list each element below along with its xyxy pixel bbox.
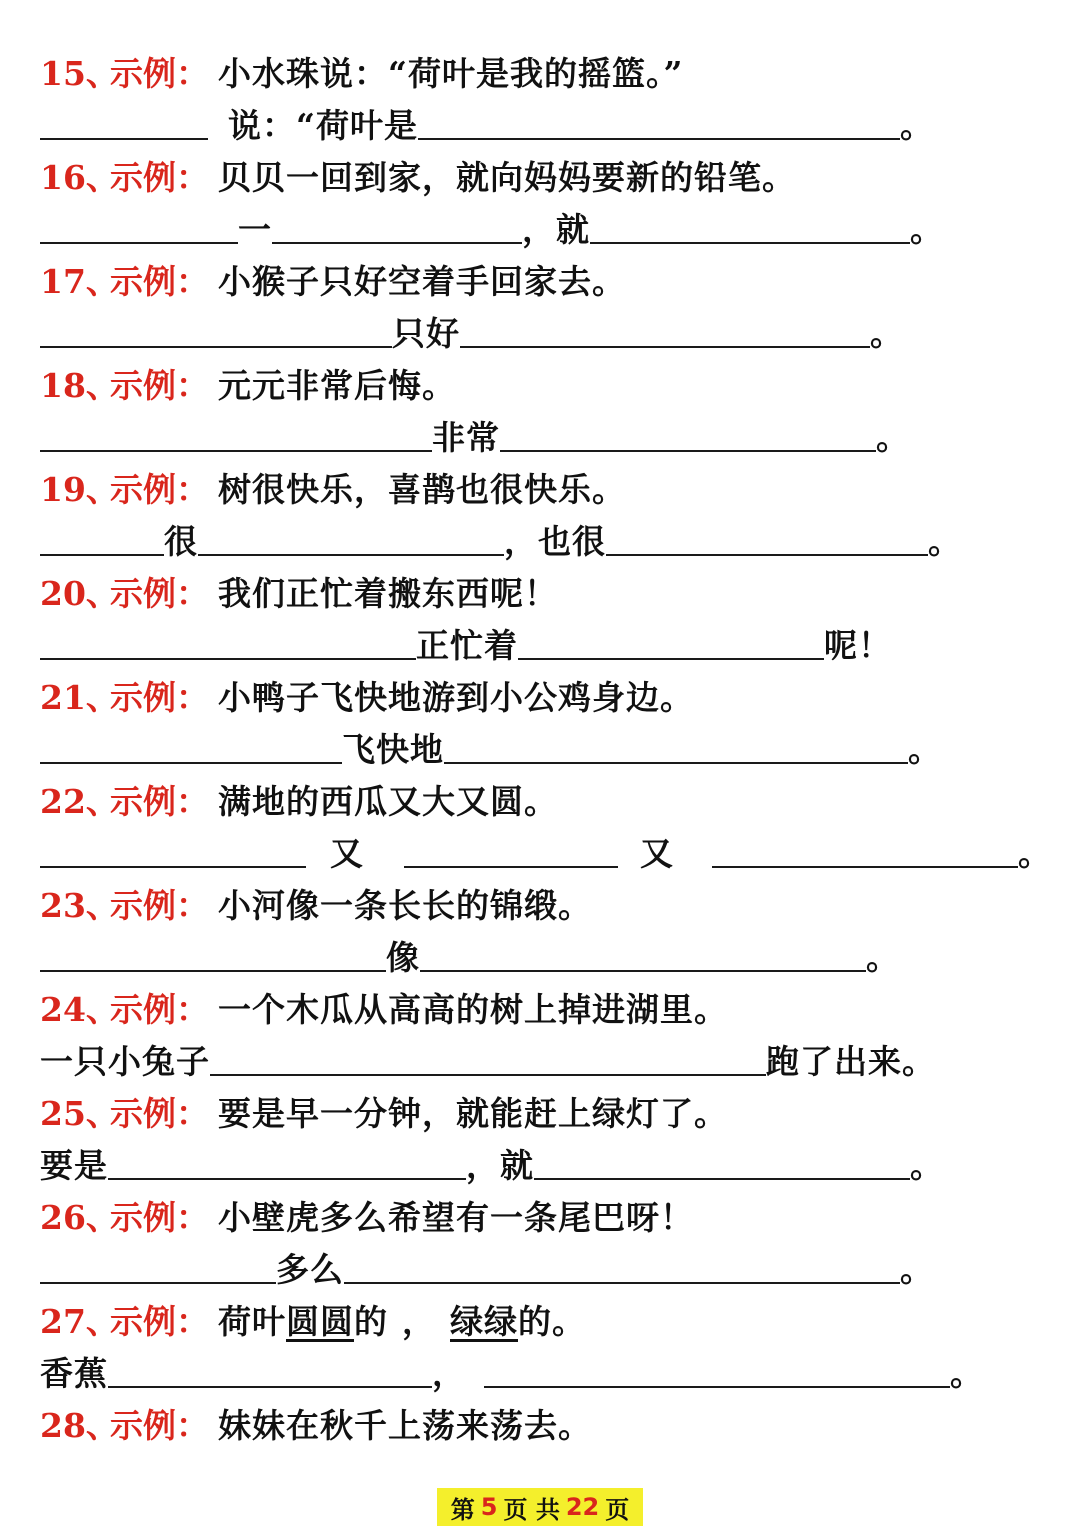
answer-blank[interactable] [460,338,870,348]
underlined-word: 圆圆 [286,1302,354,1341]
prompt-word: 香蕉 [40,1354,108,1393]
end-punct: 呢！ [824,626,892,665]
footer-prefix: 第 [450,1495,475,1524]
sentence-part: 的 [354,1302,388,1341]
sentence-part: 荷叶 [218,1302,286,1341]
example-sentence: 小鸭子飞快地游到小公鸡身边。 [218,678,694,717]
example-sentence [218,1302,586,1342]
item-number: 28、 [40,1406,119,1445]
item-26-answer-line [0,1238,1080,1290]
prompt-word: 又 [330,834,364,873]
item-27-example [0,1290,1080,1342]
end-punct: 。 [1018,834,1051,873]
item-number: 15、 [40,54,119,93]
sentence-part: ， [402,1302,436,1341]
example-sentence: 小水珠说：“荷叶是我的摇篮。” [218,54,684,93]
item-18-answer-line [0,406,1080,458]
example-label: 示例： [110,1198,209,1237]
prompt-word: 跑了出来。 [766,1042,936,1081]
item-24-example [0,978,1080,1030]
answer-blank[interactable] [444,754,908,764]
answer-blank[interactable] [40,130,208,140]
answer-blank[interactable] [606,546,928,556]
example-sentence: 贝贝一回到家，就向妈妈要新的铅笔。 [218,158,796,197]
answer-blank[interactable] [40,650,416,660]
item-22-example [0,770,1080,822]
example-label: 示例： [110,366,209,405]
end-punct: 。 [900,1250,933,1289]
example-sentence: 树很快乐，喜鹊也很快乐。 [218,470,626,509]
example-label: 示例： [110,1406,209,1445]
answer-blank[interactable] [420,962,866,972]
prompt-word: 很 [164,522,198,561]
total-page-count: 22 [565,1493,600,1521]
sentence-part: 的。 [518,1302,586,1341]
answer-blank[interactable] [40,858,306,868]
answer-blank[interactable] [344,1274,900,1284]
item-15-answer-line [0,94,1080,146]
end-punct: 。 [928,522,961,561]
prompt-word: 说：“荷叶是 [228,106,418,145]
example-label: 示例： [110,886,209,925]
item-26-example [0,1186,1080,1238]
item-21-answer-line [0,718,1080,770]
example-label: 示例： [110,1094,209,1133]
prompt-word: 正忙着 [416,626,518,665]
item-16-example [0,146,1080,198]
prompt-word: 一只小兔子 [40,1042,210,1081]
answer-blank[interactable] [590,234,910,244]
item-number: 25、 [40,1094,119,1133]
current-page-number: 5 [480,1493,498,1521]
answer-blank[interactable] [500,442,876,452]
item-number: 27、 [40,1302,119,1341]
item-23-answer-line [0,926,1080,978]
item-number: 16、 [40,158,119,197]
example-sentence: 小壁虎多么希望有一条尾巴呀！ [218,1198,694,1237]
answer-blank[interactable] [418,130,900,140]
item-number: 23、 [40,886,119,925]
example-sentence: 一个木瓜从高高的树上掉进湖里。 [218,990,728,1029]
item-20-answer-line [0,614,1080,666]
item-number: 18、 [40,366,119,405]
example-label: 示例： [110,158,209,197]
example-sentence: 要是早一分钟，就能赶上绿灯了。 [218,1094,728,1133]
prompt-word: 飞快地 [342,730,444,769]
item-25-answer-line [0,1134,1080,1186]
end-punct: 。 [910,1146,943,1185]
end-punct: 。 [950,1354,983,1393]
item-18-example [0,354,1080,406]
example-label: 示例： [110,262,209,301]
end-punct: 。 [910,210,943,249]
item-number: 19、 [40,470,119,509]
end-punct: 。 [908,730,941,769]
item-22-answer-line [0,822,1080,874]
example-sentence: 我们正忙着搬东西呢！ [218,574,558,613]
end-punct: 。 [899,106,933,145]
example-sentence: 小河像一条长长的锦缎。 [218,886,592,925]
page-footer [437,1488,643,1526]
item-17-example [0,250,1080,302]
item-23-example [0,874,1080,926]
item-19-example [0,458,1080,510]
item-24-answer-line [0,1030,1080,1082]
item-20-example [0,562,1080,614]
answer-blank[interactable] [534,1170,910,1180]
answer-blank[interactable] [484,1378,950,1388]
prompt-word: ，就 [522,210,590,249]
prompt-word: ， [432,1354,466,1393]
answer-blank[interactable] [108,1378,432,1388]
prompt-word: 多么 [276,1250,344,1289]
end-punct: 。 [866,938,899,977]
underlined-word: 绿绿 [450,1302,518,1341]
prompt-word: ，就 [466,1146,534,1185]
end-punct: 。 [876,418,909,457]
answer-blank[interactable] [108,1170,466,1180]
item-19-answer-line [0,510,1080,562]
answer-blank[interactable] [40,442,432,452]
prompt-word: 像 [386,938,420,977]
answer-blank[interactable] [40,754,342,764]
answer-blank[interactable] [40,338,392,348]
answer-blank[interactable] [40,1274,276,1284]
answer-blank[interactable] [518,650,824,660]
item-17-answer-line [0,302,1080,354]
prompt-word: 要是 [40,1146,108,1185]
item-number: 22、 [40,782,119,821]
example-sentence: 元元非常后悔。 [218,366,456,405]
item-number: 26、 [40,1198,119,1237]
example-label: 示例： [110,1302,209,1341]
item-27-answer-line [0,1342,1080,1394]
item-28-example [0,1394,1080,1446]
item-16-answer-line [0,198,1080,250]
example-sentence: 妹妹在秋千上荡来荡去。 [218,1406,592,1445]
item-21-example [0,666,1080,718]
answer-blank[interactable] [712,858,1018,868]
prompt-word: ，也很 [504,522,606,561]
item-number: 17、 [40,262,119,301]
answer-blank[interactable] [198,546,504,556]
example-sentence: 小猴子只好空着手回家去。 [218,262,626,301]
end-punct: 。 [870,314,903,353]
answer-blank[interactable] [40,546,164,556]
answer-blank[interactable] [40,962,386,972]
example-label: 示例： [110,574,209,613]
footer-suffix: 页 [605,1495,630,1524]
prompt-word: 只好 [392,314,460,353]
footer-middle: 页 共 [503,1495,560,1524]
example-label: 示例： [110,54,209,93]
example-label: 示例： [110,990,209,1029]
prompt-word: 非常 [432,418,500,457]
answer-blank[interactable] [210,1066,766,1076]
example-label: 示例： [110,782,209,821]
prompt-word: 又 [640,834,674,873]
answer-blank[interactable] [40,234,238,244]
answer-blank[interactable] [404,858,618,868]
example-label: 示例： [110,678,209,717]
example-sentence: 满地的西瓜又大又圆。 [218,782,558,821]
item-25-example [0,1082,1080,1134]
item-number: 20、 [40,574,119,613]
item-number: 24、 [40,990,119,1029]
item-15-example [0,42,1080,94]
example-label: 示例： [110,470,209,509]
item-number: 21、 [40,678,119,717]
answer-blank[interactable] [272,234,522,244]
prompt-word: 一 [238,210,272,249]
